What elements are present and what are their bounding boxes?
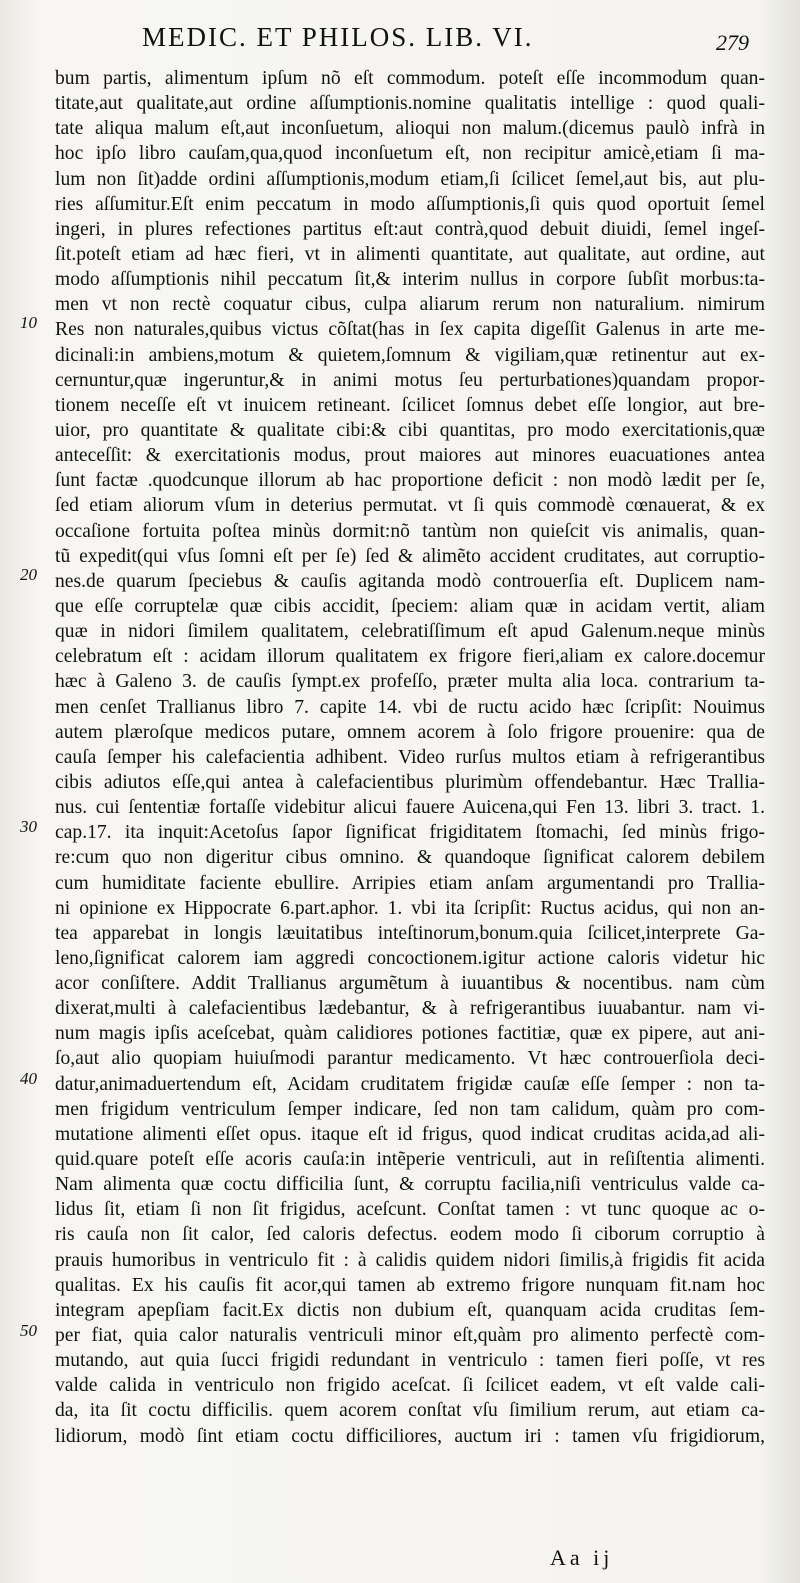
text-line: hoc ipſo libro cauſam,qua,quod inconſuetum eſt, non recipitur amicè,etiam ſi ma- [55, 143, 765, 165]
text-line: nes.de quarum ſpeciebus & cauſis agitanda modò controuerſia eſt. Duplicem nam- [55, 570, 765, 592]
text-line: titate,aut qualitate,aut ordine aſſumptionis.nomine qualitatis intellige : quod quali- [55, 93, 765, 115]
text-line: re:cum quo non digeritur cibus omnino. & quandoque ſignificat calorem debilem [55, 847, 765, 869]
running-title: MEDIC. ET PHILOS. LIB. VI. [142, 22, 534, 52]
text-line: mutatione alimenti eſſet opus. itaque eſt id frigus, quod indicat cruditas acida,ad ali- [55, 1123, 765, 1145]
line-number: 50 [20, 1321, 37, 1340]
text-line: ni opinione ex Hippocrate 6.part.aphor. 1. vbi ita ſcripſit: Ructus acidus, qui non an- [55, 897, 765, 919]
text-line: mutando, aut quia ſucci frigidi redundant in ventriculo : tamen fieri poſſe, vt res [55, 1350, 765, 1372]
text-line: hæc à Galeno 3. de cauſis ſympt.ex profeſſo, præter multa alia loca. contrarium ta- [55, 671, 765, 693]
text-line: cibis adiutos eſſe,qui antea à calefacientibus plurimùm offendebantur. Hæc Tralliа- [55, 771, 765, 793]
text-line: Res non naturales,quibus victus cõſtat(has in ſex capita digeſſit Galenus in arte me- [55, 319, 765, 341]
line-number: 30 [20, 817, 37, 836]
text-line: ries aſſumitur.Eſt enim peccatum in modo aſſumptionis,ſi quis quod oportuit ſemel [55, 193, 765, 215]
text-line: ſunt factæ .quodcunque illorum ab hac proportione deficit : non modò lædit per ſe, [55, 470, 765, 492]
text-line: men cenſet Trallianus libro 7. capite 14. vbi de ructu acido hæc ſcripſit: Nouimus [55, 696, 765, 718]
text-line: lum non ſit)adde ordini aſſumptionis,modum etiam,ſi ſcilicet ſemel,aut bis, aut plu- [55, 168, 765, 190]
text-line: dixerat,multi à calefacientibus lædebantur, & à refrigerantibus iuuabantur. nam vi- [55, 998, 765, 1020]
text-line: lidiorum, modò ſint etiam coctu difficiliores, auctum iri : tamen vſu frigidiorum, [55, 1425, 765, 1447]
text-line: quid.quare poteſt eſſe acoris cauſa:in intẽperie ventriculi, aut in reſiſtentia alimenti. [55, 1149, 765, 1171]
text-line: uior, pro quantitate & qualitate cibi:& cibi quantitas, pro modo exercitationis,quæ [55, 419, 765, 441]
text-line: integram apepſiam facit.Ex dictis non dubium eſt, quanquam acida cruditas ſem- [55, 1299, 765, 1321]
text-line: Nam alimenta quæ coctu difficilia ſunt, & corruptu facilia,niſi ventriculus valde ca- [55, 1174, 765, 1196]
page-number: 279 [716, 30, 749, 55]
page-header [0, 22, 800, 62]
text-line: tionem neceſſe eſt vt inuicem retineant. ſcilicet ſomnus debet eſſe longior, aut bre- [55, 394, 765, 416]
text-line: ſo,aut alio quopiam huiuſmodi parantur medicamento. Vt hæc controuerſiola deci- [55, 1048, 765, 1070]
signature-mark: Aa ij [550, 1545, 614, 1570]
line-number: 10 [20, 313, 37, 332]
text-line: que eſſe corruptelæ quæ cibis accidit, ſpeciem: aliam quæ in acidam vertit, aliam [55, 595, 765, 617]
text-line: cap.17. ita inquit:Acetoſus ſapor ſignificat frigiditatem ſtomachi, ſed minùs frigo- [55, 822, 765, 844]
text-line: datur,animaduertendum eſt, Acidam cruditatem frigidæ cauſæ eſſe ſemper : non ta- [55, 1073, 765, 1095]
text-line: ingeri, in plures refectiones partitus eſt:aut contrà,quod debuit diuidi, ſemel ingeſ- [55, 218, 765, 240]
text-line: acor conſiſtere. Addit Trallianus argumẽtum à iuuantibus & nocentibus. nam cùm [55, 973, 765, 995]
text-line: valde calida in ventriculo non frigido aceſcat. ſi ſcilicet eadem, vt eſt valde cali- [55, 1375, 765, 1397]
text-line: ſed etiam aliorum vſum in deterius permutat. vt ſi quis commodè cœnauerat, & ex [55, 495, 765, 517]
text-line: quæ in nidori ſimilem qualitatem, celebratiſſimum eſt apud Galenum.neque minùs [55, 621, 765, 643]
text-line: ris cauſa non ſit calor, ſed caloris defectus. eodem modo ſi ciborum corruptio à [55, 1224, 765, 1246]
text-line: per fiat, quia calor naturalis ventriculi minor eſt,quàm pro alimento perfectè com- [55, 1325, 765, 1347]
line-number: 40 [20, 1069, 37, 1088]
text-line: occaſione fortuita poſtea minùs dormit:nõ tantùm non quieſcit vis animalis, quan- [55, 520, 765, 542]
text-line: men frigidum ventriculum ſemper indicare, ſed non tam calidum, quàm pro com- [55, 1098, 765, 1120]
body-text [55, 66, 765, 1449]
text-line: bum partis, alimentum ipſum nõ eſt commodum. poteſt eſſe incommodum quan- [55, 68, 765, 89]
text-line: leno,ſignificat calorem iam aggredi concoctionem.igitur actione caloris videtur hic [55, 947, 765, 969]
text-line: prauis humoribus in ventriculo fit : à calidis quidem nidori ſimilis,à frigidis fit acida [55, 1249, 765, 1271]
text-line: nus. cui ſententiæ fortaſſe videbitur alicui fauere Auicena,qui Fen 13. libri 3. tract. 1. [55, 797, 765, 819]
text-line: men vt non rectè coquatur cibus, culpa aliarum rerum non naturalium. nimirum [55, 294, 765, 316]
text-line: da, ita ſit coctu difficilis. quem acorem conſtat vſu ſimilium rerum, aut etiam ca- [55, 1400, 765, 1422]
line-number: 20 [20, 565, 37, 584]
text-line: autem plæroſque medicos putare, omnem acorem à ſolo frigore prouenire: qua de [55, 721, 765, 743]
text-line: cauſa ſemper his calefacientia adhibent. Video rurſus multos etiam à refrigerantibus [55, 746, 765, 768]
text-line: modo aſſumptionis nihil peccatum ſit,& interim nullus in corpore ſubſit morbus:ta- [55, 269, 765, 291]
text-line: qualitas. Ex his cauſis fit acor,qui tamen ab extremo frigore nunquam fit.nam hoc [55, 1274, 765, 1296]
text-line: tũ expedit(qui vſus ſomni eſt per ſe) ſed & alimẽto accident cruditates, aut corruptio- [55, 545, 765, 567]
text-line: cernuntur,quæ ingeruntur,& in animi motus ſeu perturbationes)quandam propor- [55, 369, 765, 391]
text-line: dicinali:in ambiens,motum & quietem,ſomnum & vigiliam,quæ retinentur aut ex- [55, 344, 765, 366]
text-line: ſit.poteſt etiam ad hæc fieri, vt in alimenti quantitate, aut qualitate, aut ordine, aut [55, 243, 765, 265]
text-line: cum humiditate faciente ebullire. Arripies etiam anſam argumentandi pro Tralliа- [55, 872, 765, 894]
text-line: num magis ipſis aceſcebat, quàm calidiores potiones factitiæ, quæ ex pipere, aut ani- [55, 1023, 765, 1045]
text-line: celebratum eſt : acidam illorum qualitatem ex frigore fieri,aliam ex calore.docemur [55, 646, 765, 668]
text-line: anteceſſit: & exercitationis modus, prout maiores aut minores euacuationes antea [55, 445, 765, 467]
text-line: lidus ſit, etiam ſi non ſit frigidus, aceſcunt. Conſtat tamen : vt tunc quoque ac o- [55, 1199, 765, 1221]
text-line: tea apparebat in longis læuitatibus inteſtinorum,bonum.quia ſcilicet,interprete Ga- [55, 922, 765, 944]
text-line: tate aliqua malum eſt,aut inconſuetum, alioqui non malum.(dicemus paulò infrà in [55, 118, 765, 140]
